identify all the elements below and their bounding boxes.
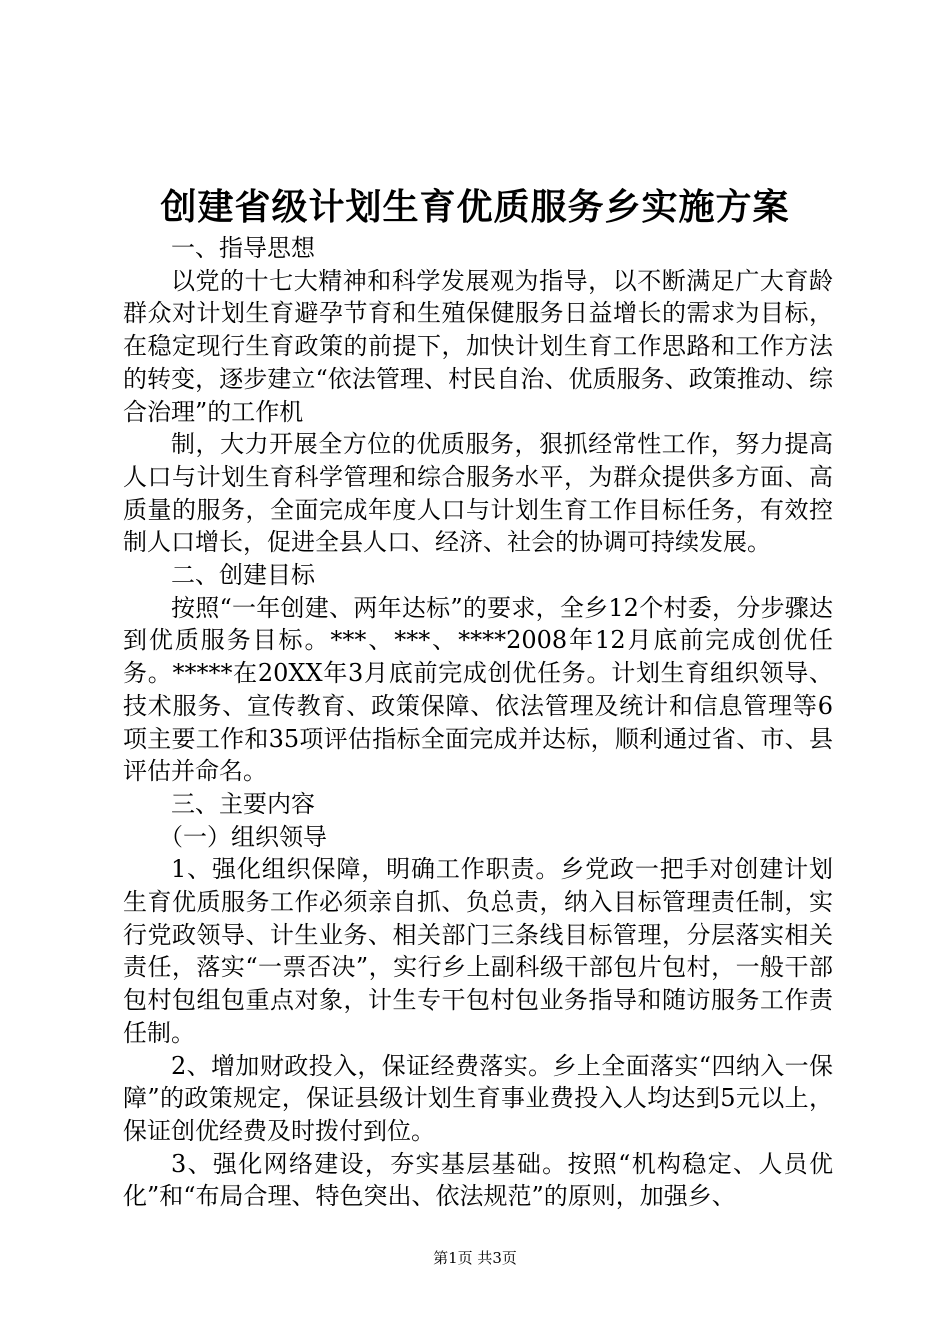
document-body (123, 232, 833, 1213)
paragraph: 3、强化网络建设，夯实基层基础。按照“机构稳定、人员优化”和“布局合理、特色突出、依法规范”的原则，加强乡、 (123, 1149, 833, 1211)
paragraph: 1、强化组织保障，明确工作职责。乡党政一把手对创建计划生育优质服务工作必须亲自抓、负总责，纳入目标管理责任制，实行党政领导、计生业务、相关部门三条线目标管理，分层落实相关责任，落实“一票否决”，实行乡上副科级干部包片包村，一般干部包村包组包重点对象，计生专干包村包业务指导和随访服务工作责任制。 (123, 855, 833, 1047)
section-heading: 一、指导思想 (171, 234, 315, 262)
section-heading: 三、主要内容 (171, 789, 315, 818)
section-heading: 二、创建目标 (171, 561, 315, 590)
subsection-heading: （一）组织领导 (159, 822, 327, 851)
page-footer: 第1页 共3页 (433, 1249, 517, 1267)
paragraph: 以党的十七大精神和科学发展观为指导，以不断满足广大育龄群众对计划生育避孕节育和生殖保健服务日益增长的需求为目标，在稳定现行生育政策的前提下，加快计划生育工作思路和工作方法的转变，逐步建立“依法管理、村民自治、优质服务、政策推动、综合治理”的工作机 (123, 266, 833, 426)
paragraph: 制，大力开展全方位的优质服务，狠抓经常性工作，努力提高人口与计划生育科学管理和综合服务水平，为群众提供多方面、高质量的服务，全面完成年度人口与计划生育工作目标任务，有效控制人口增长，促进全县人口、经济、社会的协调可持续发展。 (123, 430, 833, 557)
document-title: 创建省级计划生育优质服务乡实施方案 (160, 186, 790, 228)
paragraph: 按照“一年创建、两年达标”的要求，全乡12个村委，分步骤达到优质服务目标。***、***、****2008年12月底前完成创优任务。*****在20XX年3月底前完成创优任务。计划生育组织领导、技术服务、宣传教育、政策保障、依法管理及统计和信息管理等6项主要工作和35项评估指标全面完成并达标，顺利通过省、市、县评估并命名。 (123, 593, 833, 786)
paragraph: 2、增加财政投入，保证经费落实。乡上全面落实“四纳入一保障”的政策规定，保证县级计划生育事业费投入人均达到5元以上，保证创优经费及时拨付到位。 (123, 1051, 833, 1145)
